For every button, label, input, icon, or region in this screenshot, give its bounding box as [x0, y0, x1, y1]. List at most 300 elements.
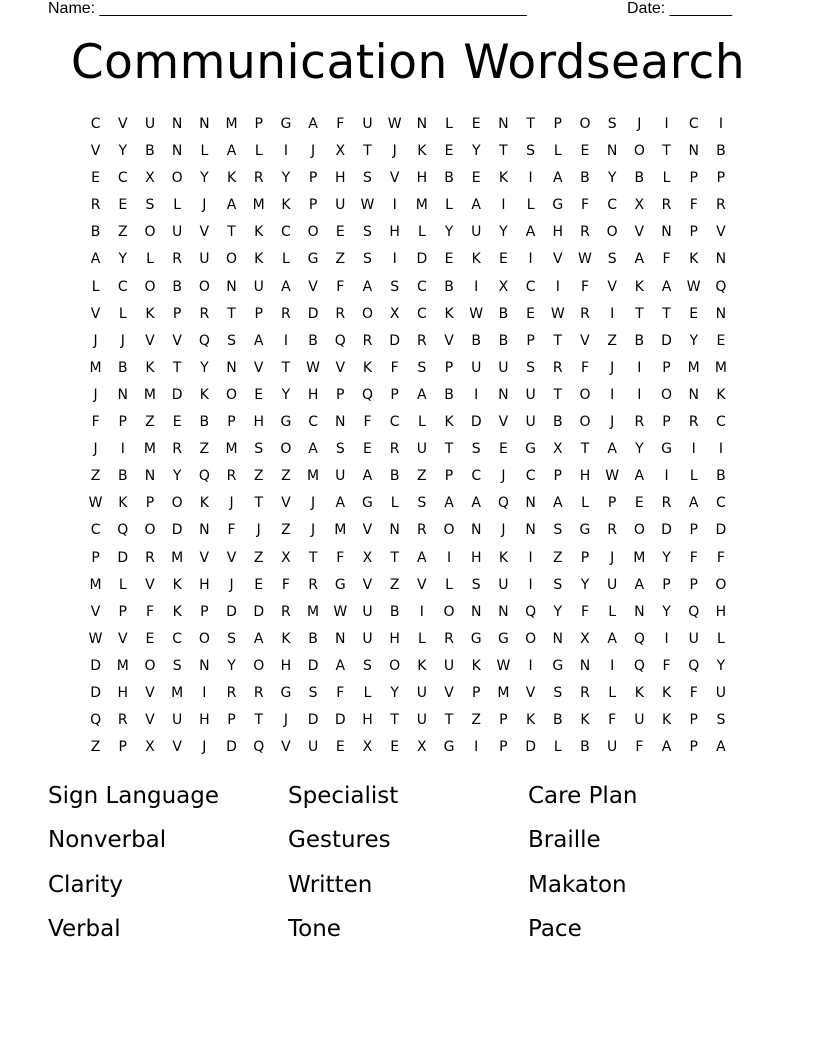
grid-letter: N: [226, 278, 237, 295]
grid-letter: F: [336, 278, 345, 295]
grid-letter: Y: [716, 657, 726, 674]
grid-letter: K: [254, 224, 264, 241]
grid-letter: V: [444, 332, 454, 349]
grid-letter: N: [715, 305, 727, 322]
grid-letter: Z: [90, 468, 101, 485]
grid-letter: P: [254, 116, 263, 132]
grid-letter: F: [689, 684, 698, 701]
grid-letter: K: [172, 576, 182, 593]
grid-letter: V: [607, 278, 617, 295]
grid-letter: F: [689, 197, 698, 214]
grid-letter: P: [689, 522, 698, 539]
grid-letter: B: [471, 332, 482, 349]
grid-letter: E: [118, 197, 128, 214]
grid-letter: S: [227, 332, 236, 349]
grid-letter: C: [688, 116, 699, 132]
grid-letter: Y: [471, 143, 481, 160]
grid-letter: O: [144, 657, 156, 674]
grid-letter: R: [389, 441, 400, 458]
grid-letter: J: [392, 143, 397, 160]
grid-letter: O: [307, 224, 319, 241]
grid-letter: H: [307, 386, 319, 403]
grid-letter: Y: [635, 441, 644, 458]
grid-letter: C: [389, 414, 400, 431]
grid-letter: S: [227, 630, 236, 647]
grid-letter: Z: [607, 332, 617, 349]
grid-letter: V: [117, 116, 128, 132]
grid-letter: P: [580, 549, 590, 566]
grid-letter: M: [687, 359, 700, 376]
grid-letter: R: [172, 251, 183, 268]
grid-letter: E: [390, 739, 400, 756]
grid-letter: L: [689, 468, 698, 485]
grid-letter: B: [145, 143, 155, 160]
grid-letter: I: [202, 684, 207, 701]
grid-letter: R: [580, 305, 590, 322]
grid-letter: G: [470, 630, 482, 647]
grid-letter: D: [715, 522, 727, 539]
grid-letter: Q: [334, 332, 346, 349]
grid-letter: K: [661, 712, 672, 729]
grid-letter: O: [715, 576, 727, 593]
grid-letter: Y: [607, 170, 617, 187]
grid-letter: W: [605, 468, 620, 485]
grid-letter: I: [664, 468, 669, 485]
grid-letter: C: [308, 414, 318, 431]
grid-letter: K: [281, 630, 291, 647]
grid-letter: L: [553, 739, 562, 756]
grid-letter: A: [226, 143, 237, 160]
grid-letter: E: [335, 739, 345, 756]
grid-letter: T: [553, 332, 563, 349]
grid-letter: P: [390, 386, 399, 403]
grid-letter: Z: [253, 468, 264, 485]
grid-letter: A: [417, 386, 427, 403]
grid-letter: A: [716, 739, 726, 756]
grid-letter: G: [552, 197, 564, 214]
grid-letter: N: [634, 603, 645, 620]
grid-letter: K: [716, 386, 726, 403]
grid-letter: O: [171, 170, 183, 187]
grid-letter: A: [281, 278, 291, 295]
grid-letter: B: [634, 170, 645, 187]
grid-letter: R: [226, 684, 237, 701]
grid-letter: G: [497, 630, 509, 647]
grid-letter: J: [229, 576, 234, 593]
grid-letter: A: [90, 251, 101, 268]
grid-letter: I: [664, 116, 669, 132]
grid-letter: X: [145, 739, 155, 756]
grid-letter: V: [172, 739, 182, 756]
grid-letter: F: [336, 549, 345, 566]
grid-letter: Y: [580, 576, 590, 593]
grid-letter: H: [362, 712, 373, 729]
grid-letter: P: [172, 305, 182, 322]
grid-letter: K: [226, 170, 237, 187]
grid-letter: B: [634, 332, 645, 349]
grid-letter: K: [471, 251, 481, 268]
grid-letter: Z: [281, 522, 291, 539]
grid-letter: U: [307, 739, 319, 756]
grid-letter: S: [471, 576, 481, 593]
grid-letter: I: [419, 603, 424, 620]
grid-letter: O: [361, 305, 373, 322]
grid-letter: M: [497, 684, 510, 701]
grid-letter: K: [526, 712, 536, 729]
grid-letter: B: [308, 332, 318, 349]
grid-letter: J: [501, 522, 506, 539]
grid-letter: M: [252, 197, 265, 214]
grid-letter: K: [254, 251, 264, 268]
grid-letter: N: [199, 116, 210, 132]
word-list-item: Clarity: [48, 871, 124, 898]
word-list-item: Specialist: [288, 783, 399, 809]
grid-letter: R: [416, 522, 427, 539]
grid-letter: L: [91, 278, 100, 295]
grid-letter: M: [633, 549, 646, 566]
grid-letter: O: [389, 657, 401, 674]
grid-letter: F: [91, 414, 100, 431]
grid-letter: V: [226, 549, 237, 566]
grid-letter: R: [688, 414, 699, 431]
grid-letter: W: [578, 251, 592, 268]
grid-letter: O: [198, 278, 210, 295]
grid-letter: D: [226, 603, 237, 620]
grid-letter: I: [392, 197, 397, 214]
grid-letter: L: [118, 576, 127, 593]
grid-letter: K: [444, 414, 454, 431]
grid-letter: J: [311, 495, 316, 512]
grid-letter: D: [470, 414, 482, 431]
grid-letter: V: [281, 739, 291, 756]
grid-letter: S: [471, 441, 481, 458]
grid-letter: E: [689, 305, 699, 322]
grid-letter: D: [253, 603, 265, 620]
grid-letter: S: [607, 251, 617, 268]
grid-letter: P: [716, 170, 726, 187]
name-field: Name: ________________________________________________: [48, 0, 527, 17]
grid-letter: G: [552, 657, 564, 674]
grid-letter: L: [553, 143, 562, 160]
grid-letter: A: [226, 197, 237, 214]
grid-letter: K: [417, 657, 427, 674]
grid-letter: O: [579, 116, 591, 132]
grid-letter: R: [580, 684, 590, 701]
date-field: Date: _______: [627, 0, 732, 17]
grid-letter: J: [637, 116, 642, 132]
grid-letter: V: [716, 224, 726, 241]
grid-letter: V: [335, 359, 346, 376]
grid-letter: T: [526, 116, 535, 132]
grid-letter: M: [415, 197, 428, 214]
grid-letter: F: [716, 549, 725, 566]
grid-letter: P: [499, 712, 508, 729]
grid-letter: L: [417, 630, 426, 647]
grid-letter: F: [608, 712, 617, 729]
grid-letter: T: [227, 224, 236, 241]
grid-letter: A: [607, 441, 617, 458]
grid-letter: D: [307, 305, 319, 322]
grid-letter: K: [498, 170, 508, 187]
grid-letter: C: [416, 305, 427, 322]
grid-letter: P: [145, 495, 155, 512]
grid-letter: Y: [499, 224, 508, 241]
grid-letter: F: [689, 549, 698, 566]
grid-letter: N: [606, 143, 618, 160]
grid-letter: Z: [335, 251, 346, 268]
grid-letter: A: [362, 468, 373, 485]
grid-letter: S: [335, 441, 345, 458]
grid-letter: Q: [90, 712, 102, 729]
grid-letter: L: [200, 143, 209, 160]
grid-letter: H: [389, 224, 400, 241]
grid-letter: S: [526, 359, 536, 376]
grid-letter: U: [607, 739, 618, 756]
grid-letter: N: [498, 116, 509, 132]
grid-letter: T: [580, 441, 590, 458]
grid-letter: P: [662, 576, 671, 593]
word-list-item: Nonverbal: [48, 827, 167, 854]
grid-letter: R: [253, 170, 264, 187]
grid-letter: B: [716, 143, 726, 160]
grid-letter: Z: [552, 549, 563, 566]
grid-letter: S: [363, 224, 372, 241]
grid-letter: L: [608, 603, 617, 620]
grid-letter: B: [117, 359, 128, 376]
grid-letter: Z: [417, 468, 427, 485]
grid-letter: R: [552, 359, 563, 376]
grid-letter: E: [254, 576, 264, 593]
grid-letter: R: [444, 630, 454, 647]
grid-letter: I: [691, 441, 696, 458]
grid-letter: Z: [117, 224, 128, 241]
grid-letter: H: [280, 657, 292, 674]
grid-letter: B: [552, 712, 563, 729]
grid-letter: P: [499, 739, 508, 756]
grid-letter: V: [444, 684, 454, 701]
grid-letter: Q: [497, 495, 509, 512]
grid-letter: F: [662, 251, 671, 268]
grid-letter: R: [172, 441, 183, 458]
word-list-item: Makaton: [528, 871, 627, 898]
grid-letter: R: [90, 197, 101, 214]
grid-letter: N: [579, 657, 591, 674]
grid-letter: H: [199, 576, 210, 593]
grid-letter: Q: [198, 332, 210, 349]
grid-letter: I: [474, 278, 479, 295]
grid-letter: G: [334, 576, 346, 593]
grid-letter: Y: [118, 143, 128, 160]
grid-letter: N: [335, 630, 346, 647]
grid-letter: A: [471, 495, 481, 512]
grid-letter: L: [662, 170, 671, 187]
grid-letter: K: [145, 359, 155, 376]
grid-letter: N: [335, 414, 346, 431]
grid-letter: W: [686, 278, 701, 295]
grid-letter: A: [634, 468, 645, 485]
grid-letter: S: [363, 170, 372, 187]
grid-letter: P: [553, 116, 562, 132]
grid-letter: Z: [199, 441, 210, 458]
grid-letter: U: [362, 630, 373, 647]
grid-letter: W: [306, 359, 321, 376]
grid-letter: M: [143, 386, 157, 403]
grid-letter: J: [120, 332, 125, 349]
grid-letter: L: [581, 495, 589, 512]
grid-letter: A: [362, 278, 373, 295]
grid-letter: F: [662, 657, 671, 674]
grid-letter: D: [334, 712, 346, 729]
grid-letter: O: [443, 522, 455, 539]
grid-letter: K: [634, 684, 644, 701]
grid-letter: O: [579, 414, 591, 431]
grid-letter: N: [171, 116, 183, 132]
word-list-item: Written: [288, 871, 373, 898]
grid-letter: H: [552, 224, 564, 241]
grid-letter: S: [363, 657, 372, 674]
grid-letter: Z: [389, 576, 400, 593]
grid-letter: A: [335, 495, 346, 512]
grid-letter: A: [335, 657, 346, 674]
grid-letter: B: [90, 224, 101, 241]
grid-letter: Z: [145, 414, 155, 431]
word-list-item: Tone: [288, 915, 341, 942]
grid-letter: U: [172, 224, 183, 241]
grid-letter: W: [88, 630, 103, 647]
grid-letter: T: [662, 305, 671, 322]
grid-letter: J: [256, 522, 261, 539]
grid-letter: I: [528, 576, 533, 593]
grid-letter: E: [335, 224, 345, 241]
grid-letter: K: [199, 495, 209, 512]
word-list: [48, 778, 768, 955]
grid-letter: C: [117, 170, 128, 187]
grid-letter: Q: [253, 739, 265, 756]
grid-letter: L: [417, 414, 426, 431]
grid-letter: Q: [688, 657, 700, 674]
grid-letter: U: [688, 630, 699, 647]
grid-letter: M: [307, 468, 320, 485]
grid-letter: V: [117, 630, 128, 647]
grid-letter: E: [91, 170, 101, 187]
grid-letter: D: [117, 549, 129, 566]
grid-letter: S: [526, 143, 536, 160]
grid-letter: B: [580, 170, 590, 187]
grid-letter: R: [580, 224, 590, 241]
grid-letter: T: [254, 495, 263, 512]
grid-letter: I: [610, 305, 615, 322]
grid-letter: A: [607, 630, 617, 647]
grid-letter: P: [118, 603, 127, 620]
grid-letter: M: [714, 359, 727, 376]
grid-letter: O: [633, 522, 645, 539]
grid-letter: T: [444, 441, 454, 458]
grid-letter: U: [199, 251, 210, 268]
grid-letter: L: [445, 116, 453, 132]
grid-letter: L: [254, 143, 263, 160]
grid-letter: F: [145, 603, 154, 620]
grid-letter: W: [469, 305, 484, 322]
grid-letter: S: [308, 684, 318, 701]
grid-letter: V: [580, 332, 590, 349]
grid-letter: C: [525, 278, 536, 295]
grid-letter: K: [417, 143, 427, 160]
grid-letter: J: [93, 441, 98, 458]
grid-letter: I: [120, 441, 125, 458]
grid-letter: X: [145, 170, 155, 187]
grid-letter: I: [610, 657, 615, 674]
grid-letter: V: [498, 414, 509, 431]
grid-letter: C: [172, 630, 183, 647]
grid-letter: P: [689, 224, 698, 241]
grid-letter: Q: [198, 468, 210, 485]
grid-letter: A: [688, 495, 699, 512]
grid-letter: B: [444, 386, 454, 403]
grid-letter: W: [360, 197, 375, 214]
grid-letter: M: [89, 359, 102, 376]
grid-letter: T: [308, 549, 318, 566]
grid-letter: E: [498, 251, 508, 268]
grid-letter: D: [661, 332, 672, 349]
grid-letter: L: [526, 197, 535, 214]
grid-letter: A: [471, 197, 481, 214]
grid-letter: T: [172, 359, 182, 376]
grid-letter: B: [308, 630, 318, 647]
grid-letter: I: [718, 116, 723, 132]
grid-letter: J: [501, 468, 506, 485]
grid-letter: X: [389, 305, 400, 322]
grid-letter: L: [717, 630, 725, 647]
grid-letter: V: [552, 251, 563, 268]
grid-letter: J: [283, 712, 288, 729]
grid-letter: P: [118, 739, 127, 756]
grid-letter: R: [281, 305, 291, 322]
grid-letter: L: [282, 251, 290, 268]
grid-letter: L: [390, 495, 399, 512]
grid-letter: K: [580, 712, 590, 729]
grid-letter: X: [552, 441, 563, 458]
grid-letter: Q: [715, 278, 727, 295]
grid-letter: O: [144, 522, 156, 539]
grid-letter: J: [202, 197, 207, 214]
grid-letter: C: [90, 522, 101, 539]
grid-letter: X: [362, 549, 373, 566]
grid-letter: S: [716, 712, 726, 729]
grid-letter: E: [254, 386, 264, 403]
grid-letter: N: [525, 495, 536, 512]
grid-letter: R: [607, 522, 618, 539]
grid-letter: I: [501, 197, 506, 214]
grid-letter: G: [661, 441, 672, 458]
grid-letter: I: [283, 332, 288, 349]
grid-letter: I: [664, 630, 669, 647]
grid-letter: S: [417, 359, 427, 376]
grid-letter: H: [470, 549, 482, 566]
grid-letter: Y: [172, 468, 182, 485]
grid-letter: E: [716, 332, 726, 349]
grid-letter: I: [528, 549, 533, 566]
grid-letter: A: [444, 495, 454, 512]
word-list-item: Pace: [528, 915, 582, 942]
grid-letter: N: [117, 386, 129, 403]
grid-letter: C: [607, 197, 618, 214]
grid-letter: Y: [662, 603, 671, 620]
grid-letter: F: [580, 197, 589, 214]
grid-letter: N: [470, 603, 482, 620]
grid-letter: Y: [200, 170, 209, 187]
grid-letter: D: [171, 522, 183, 539]
grid-letter: L: [363, 684, 372, 701]
